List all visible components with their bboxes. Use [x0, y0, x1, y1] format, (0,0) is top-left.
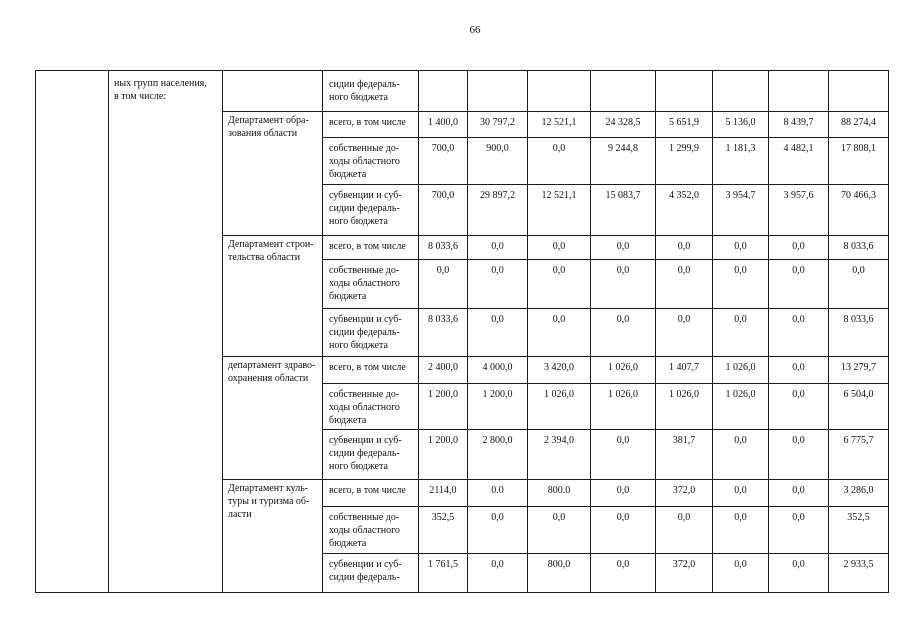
- value-cell: 1 026,0: [713, 357, 769, 384]
- value-cell: 8 033,6: [829, 236, 889, 260]
- funding-source-cell: субвенции и суб- сидии федераль- ного бюджета: [323, 430, 419, 480]
- funding-source-cell: субвенции и суб- сидии федераль- ного бюджета: [323, 185, 419, 236]
- table-row: [36, 71, 889, 112]
- value-cell: 0,0: [769, 260, 829, 309]
- blank-column-cell: [36, 71, 109, 593]
- value-cell: 0,0: [713, 430, 769, 480]
- funding-source-cell: всего, в том числе: [323, 357, 419, 384]
- funding-source-cell: собственные до- ходы областного бюджета: [323, 384, 419, 430]
- value-cell: 0,0: [591, 430, 656, 480]
- funding-source-cell: субвенции и суб- сидии федераль-: [323, 554, 419, 593]
- table-body: [36, 71, 889, 593]
- value-cell: 1 026,0: [656, 384, 713, 430]
- value-cell: 15 083,7: [591, 185, 656, 236]
- value-cell: 0,0: [528, 260, 591, 309]
- value-cell: 6 504,0: [829, 384, 889, 430]
- value-cell: 0,0: [591, 507, 656, 554]
- value-cell: 13 279,7: [829, 357, 889, 384]
- value-cell: 88 274,4: [829, 112, 889, 138]
- funding-source-cell: субвенции и суб- сидии федераль- ного бюджета: [323, 309, 419, 357]
- value-cell: 8 439,7: [769, 112, 829, 138]
- value-cell: 372,0: [656, 554, 713, 593]
- value-cell: 0,0: [713, 480, 769, 507]
- value-cell: [769, 71, 829, 112]
- value-cell: 2 394,0: [528, 430, 591, 480]
- funding-source-cell: собственные до- ходы областного бюджета: [323, 260, 419, 309]
- budget-table: [35, 70, 889, 593]
- value-cell: [528, 71, 591, 112]
- value-cell: 17 808,1: [829, 138, 889, 185]
- value-cell: 1 400,0: [419, 112, 468, 138]
- value-cell: 0,0: [468, 554, 528, 593]
- value-cell: 0,0: [656, 507, 713, 554]
- value-cell: 6 775,7: [829, 430, 889, 480]
- department-name-cell: Департамент обра- зования области: [223, 112, 323, 236]
- value-cell: 0,0: [591, 236, 656, 260]
- value-cell: 0,0: [591, 554, 656, 593]
- value-cell: 2 400,0: [419, 357, 468, 384]
- value-cell: [591, 71, 656, 112]
- value-cell: 0,0: [769, 480, 829, 507]
- value-cell: 0,0: [769, 430, 829, 480]
- value-cell: 3 286,0: [829, 480, 889, 507]
- funding-source-cell: всего, в том числе: [323, 112, 419, 138]
- value-cell: 381,7: [656, 430, 713, 480]
- value-cell: 0,0: [419, 260, 468, 309]
- value-cell: 1 200,0: [419, 384, 468, 430]
- value-cell: 352,5: [829, 507, 889, 554]
- value-cell: 4 352,0: [656, 185, 713, 236]
- value-cell: 0,0: [713, 507, 769, 554]
- department-name-cell: Департамент строи- тельства области: [223, 236, 323, 357]
- value-cell: 352,5: [419, 507, 468, 554]
- value-cell: 5 651,9: [656, 112, 713, 138]
- value-cell: 0,0: [656, 260, 713, 309]
- funding-source-cell: собственные до- ходы областного бюджета: [323, 138, 419, 185]
- value-cell: 0,0: [769, 357, 829, 384]
- department-name-cell: [223, 71, 323, 112]
- value-cell: [656, 71, 713, 112]
- value-cell: 0,0: [713, 260, 769, 309]
- value-cell: 4 000,0: [468, 357, 528, 384]
- value-cell: 0,0: [468, 309, 528, 357]
- value-cell: 0,0: [468, 236, 528, 260]
- value-cell: 1 407,7: [656, 357, 713, 384]
- value-cell: 0,0: [528, 138, 591, 185]
- value-cell: 1 026,0: [713, 384, 769, 430]
- department-name-cell: Департамент куль- туры и туризма об- ласти: [223, 480, 323, 593]
- value-cell: 0,0: [769, 384, 829, 430]
- group-label-cell: ных групп населения, в том числе:: [109, 71, 223, 593]
- value-cell: 0,0: [591, 480, 656, 507]
- value-cell: 0,0: [769, 554, 829, 593]
- value-cell: 0,0: [713, 554, 769, 593]
- value-cell: 3 957,6: [769, 185, 829, 236]
- value-cell: 0,0: [468, 260, 528, 309]
- value-cell: 12 521,1: [528, 185, 591, 236]
- value-cell: 0,0: [468, 507, 528, 554]
- value-cell: 0,0: [528, 236, 591, 260]
- value-cell: 8 033,6: [419, 236, 468, 260]
- value-cell: 9 244,8: [591, 138, 656, 185]
- value-cell: 1 200,0: [468, 384, 528, 430]
- value-cell: 372,0: [656, 480, 713, 507]
- value-cell: 5 136,0: [713, 112, 769, 138]
- value-cell: 2 933,5: [829, 554, 889, 593]
- value-cell: 700,0: [419, 185, 468, 236]
- value-cell: 1 026,0: [591, 384, 656, 430]
- funding-source-cell: сидии федераль- ного бюджета: [323, 71, 419, 112]
- value-cell: 0,0: [591, 260, 656, 309]
- funding-source-cell: собственные до- ходы областного бюджета: [323, 507, 419, 554]
- funding-source-cell: всего, в том числе: [323, 236, 419, 260]
- value-cell: 29 897,2: [468, 185, 528, 236]
- value-cell: [829, 71, 889, 112]
- value-cell: 0,0: [713, 309, 769, 357]
- value-cell: 70 466,3: [829, 185, 889, 236]
- value-cell: 800.0: [528, 480, 591, 507]
- page-number: 66: [469, 24, 481, 36]
- value-cell: 2114,0: [419, 480, 468, 507]
- value-cell: 3 954,7: [713, 185, 769, 236]
- value-cell: 30 797,2: [468, 112, 528, 138]
- value-cell: 0,0: [769, 507, 829, 554]
- value-cell: 12 521,1: [528, 112, 591, 138]
- value-cell: 0,0: [829, 260, 889, 309]
- value-cell: 900,0: [468, 138, 528, 185]
- value-cell: 0,0: [591, 309, 656, 357]
- value-cell: 800,0: [528, 554, 591, 593]
- value-cell: 0,0: [656, 236, 713, 260]
- value-cell: 1 026,0: [528, 384, 591, 430]
- value-cell: 0.0: [468, 480, 528, 507]
- value-cell: 3 420,0: [528, 357, 591, 384]
- value-cell: 1 026,0: [591, 357, 656, 384]
- value-cell: 4 482,1: [769, 138, 829, 185]
- value-cell: 0,0: [713, 236, 769, 260]
- value-cell: 24 328,5: [591, 112, 656, 138]
- value-cell: 1 299,9: [656, 138, 713, 185]
- value-cell: 700,0: [419, 138, 468, 185]
- value-cell: 1 761,5: [419, 554, 468, 593]
- value-cell: 0,0: [769, 236, 829, 260]
- funding-source-cell: всего, в том числе: [323, 480, 419, 507]
- value-cell: 1 181,3: [713, 138, 769, 185]
- value-cell: 0,0: [769, 309, 829, 357]
- value-cell: 1 200,0: [419, 430, 468, 480]
- value-cell: 0,0: [528, 507, 591, 554]
- value-cell: 8 033,6: [829, 309, 889, 357]
- value-cell: [468, 71, 528, 112]
- value-cell: [419, 71, 468, 112]
- value-cell: 0,0: [528, 309, 591, 357]
- value-cell: 0,0: [656, 309, 713, 357]
- department-name-cell: департамент здраво- охранения области: [223, 357, 323, 480]
- value-cell: 2 800,0: [468, 430, 528, 480]
- value-cell: [713, 71, 769, 112]
- value-cell: 8 033,6: [419, 309, 468, 357]
